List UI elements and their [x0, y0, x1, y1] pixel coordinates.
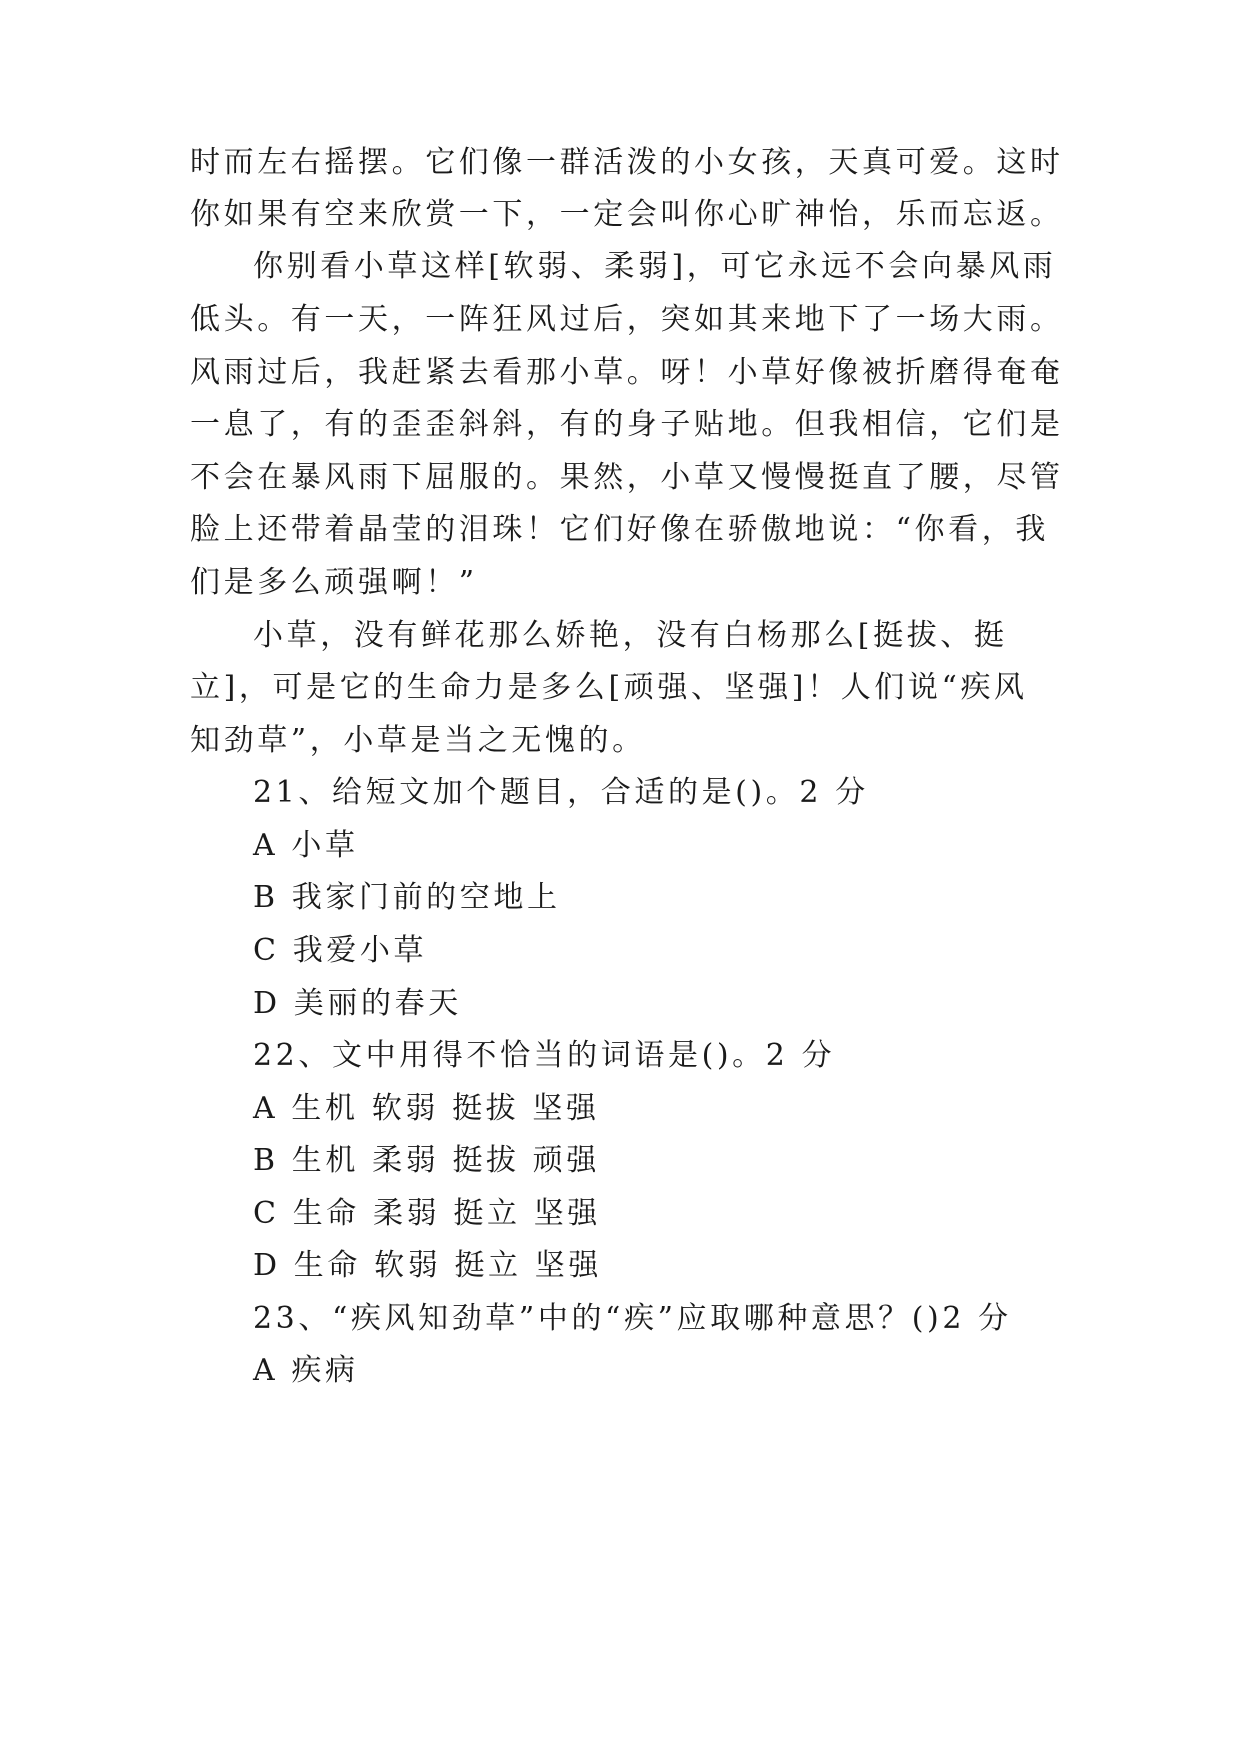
passage-line: 小草，没有鲜花那么娇艳，没有白杨那么[挺拔、挺: [253, 618, 1008, 653]
question-21-option-a: A 小草: [253, 828, 359, 863]
passage-line: 你别看小草这样[软弱、柔弱]，可它永远不会向暴风雨: [253, 249, 1057, 284]
passage-line: 你如果有空来欣赏一下，一定会叫你心旷神怡，乐而忘返。: [190, 197, 1064, 232]
question-22-option-d: D 生命 软弱 挺立 坚强: [253, 1248, 602, 1283]
question-stem-21: 21、给短文加个题目，合适的是()。2 分: [253, 775, 869, 810]
question-21-option-b: B 我家门前的空地上: [253, 880, 561, 915]
passage-line: 不会在暴风雨下屈服的。果然，小草又慢慢挺直了腰，尽管: [190, 460, 1064, 495]
passage-line: 一息了，有的歪歪斜斜，有的身子贴地。但我相信，它们是: [190, 407, 1064, 442]
question-22-option-a: A 生机 软弱 挺拔 坚强: [253, 1091, 600, 1126]
passage-line: 知劲草”，小草是当之无愧的。: [190, 723, 646, 758]
passage-line: 低头。有一天，一阵狂风过后，突如其来地下了一场大雨。: [190, 302, 1064, 337]
passage-line: 立]，可是它的生命力是多么[顽强、坚强]！人们说“疾风: [190, 670, 1028, 705]
question-22-option-c: C 生命 柔弱 挺立 坚强: [253, 1196, 601, 1231]
passage-line: 时而左右摇摆。它们像一群活泼的小女孩，天真可爱。这时: [190, 145, 1064, 180]
question-stem-23: 23、“疾风知劲草”中的“疾”应取哪种意思？()2 分: [253, 1301, 1012, 1336]
question-23-option-a: A 疾病: [253, 1353, 359, 1388]
question-stem-22: 22、文中用得不恰当的词语是()。2 分: [253, 1038, 836, 1073]
passage-line: 风雨过后，我赶紧去看那小草。呀！小草好像被折磨得奄奄: [190, 355, 1064, 390]
passage-line: 脸上还带着晶莹的泪珠！它们好像在骄傲地说：“你看，我: [190, 512, 1049, 547]
question-21-option-d: D 美丽的春天: [253, 986, 462, 1021]
question-21-option-c: C 我爱小草: [253, 933, 428, 968]
passage-line: 们是多么顽强啊！”: [190, 565, 478, 600]
question-22-option-b: B 生机 柔弱 挺拔 顽强: [253, 1143, 600, 1178]
